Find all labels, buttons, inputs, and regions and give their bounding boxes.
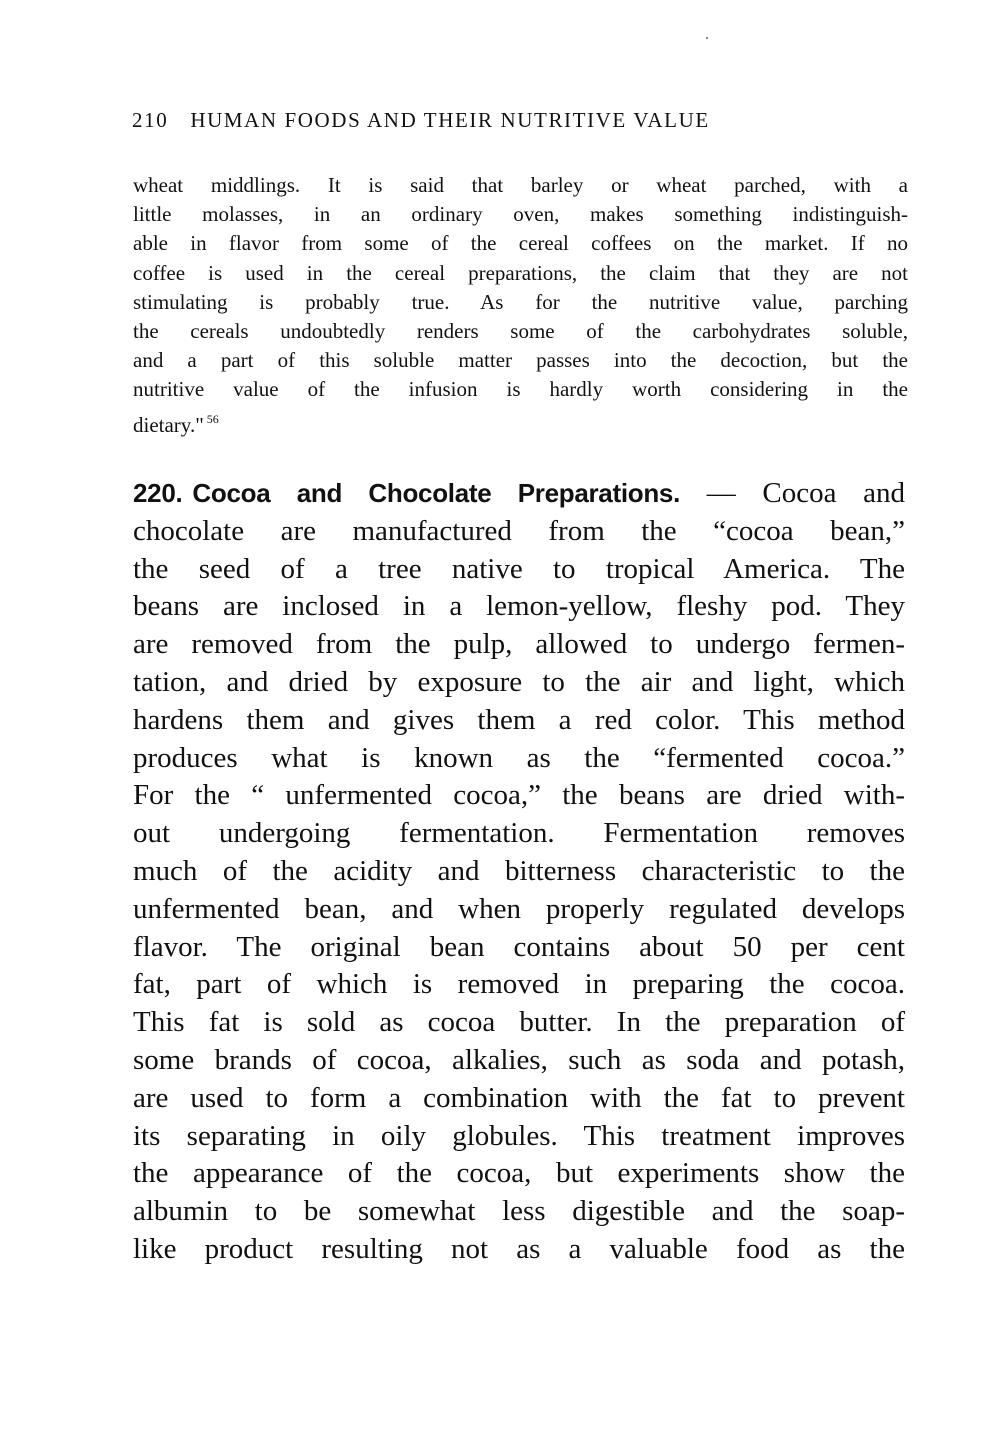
text-line: and a part of this soluble matter passes into the decoction, but the bbox=[133, 348, 908, 373]
text-line: are used to form a combination with the fat to prevent bbox=[133, 1081, 905, 1114]
text-line: This fat is sold as cocoa butter. In the preparation of bbox=[133, 1006, 905, 1039]
text-line: tation, and dried by exposure to the air and light, which bbox=[133, 665, 905, 698]
text-line: chocolate are manufactured from the “cocoa bean,” bbox=[133, 514, 905, 547]
text-line: much of the acidity and bitterness characteristic to the bbox=[133, 854, 905, 887]
text-line: flavor. The original bean contains about 50 per cent bbox=[133, 930, 905, 963]
text-line: the seed of a tree native to tropical America. The bbox=[133, 552, 905, 585]
page-number: 210 bbox=[132, 108, 169, 132]
text-line: unfermented bean, and when properly regulated develops bbox=[133, 892, 905, 925]
text-fragment: — Cocoa and bbox=[706, 477, 905, 509]
section-title: Cocoa and Chocolate Preparations. bbox=[192, 478, 680, 508]
section-number: 220. bbox=[133, 478, 183, 508]
text-line: albumin to be somewhat less digestible and the soap- bbox=[133, 1195, 905, 1228]
text-fragment: dietary." bbox=[133, 412, 204, 437]
text-line: like product resulting not as a valuable food as the bbox=[133, 1232, 905, 1265]
text-line: For the “ unfermented cocoa,” the beans are dried with- bbox=[133, 779, 905, 812]
footnote-reference: 56 bbox=[206, 411, 219, 426]
section-heading-line bbox=[133, 475, 905, 513]
text-line: little molasses, in an ordinary oven, makes something indistinguish- bbox=[133, 202, 908, 227]
text-line: fat, part of which is removed in preparing the cocoa. bbox=[133, 968, 905, 1001]
text-line: beans are inclosed in a lemon-yellow, fleshy pod. They bbox=[133, 590, 905, 623]
running-head bbox=[132, 108, 852, 133]
text-line: the appearance of the cocoa, but experiments show the bbox=[133, 1157, 905, 1190]
text-line: the cereals undoubtedly renders some of the carbohydrates soluble, bbox=[133, 318, 908, 343]
scan-speck bbox=[706, 37, 708, 39]
text-line: some brands of cocoa, alkalies, such as soda and potash, bbox=[133, 1043, 905, 1076]
text-line: nutritive value of the infusion is hardly worth considering in the bbox=[133, 377, 908, 402]
text-line: able in flavor from some of the cereal coffees on the market. If no bbox=[133, 231, 908, 256]
continued-quote-paragraph bbox=[133, 171, 908, 437]
text-line-last bbox=[133, 405, 908, 437]
text-line: coffee is used in the cereal preparations, the claim that they are not bbox=[133, 260, 908, 285]
text-line: stimulating is probably true. As for the nutritive value, parching bbox=[133, 289, 908, 314]
text-line: hardens them and gives them a red color. This method bbox=[133, 703, 905, 736]
text-line: its separating in oily globules. This treatment improves bbox=[133, 1119, 905, 1152]
section-220-paragraph bbox=[133, 475, 905, 1269]
text-line: produces what is known as the “fermented cocoa.” bbox=[133, 741, 905, 774]
section-heading bbox=[133, 478, 680, 508]
text-line: are removed from the pulp, allowed to undergo fermen- bbox=[133, 628, 905, 661]
text-line: out undergoing fermentation. Fermentation removes bbox=[133, 817, 905, 850]
running-title: HUMAN FOODS AND THEIR NUTRITIVE VALUE bbox=[190, 108, 710, 132]
text-line: wheat middlings. It is said that barley or wheat parched, with a bbox=[133, 173, 908, 197]
